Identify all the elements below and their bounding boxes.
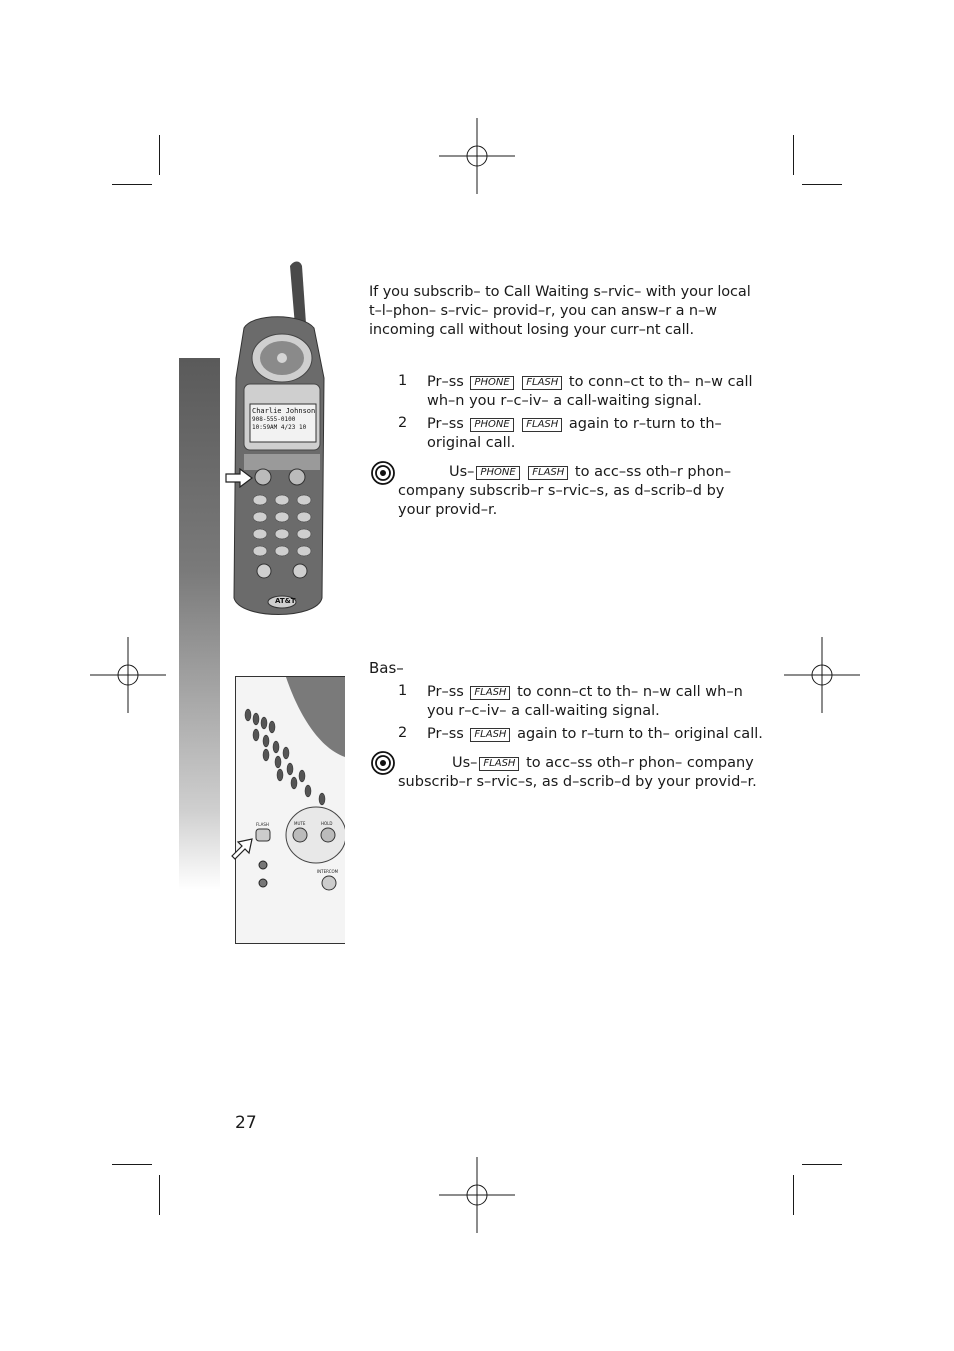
step-number: 1 <box>398 683 408 699</box>
handset-display-line1: Charlie Johnson <box>252 407 316 415</box>
intro-line-3: incoming call without losing your curr–nt call. <box>369 322 694 338</box>
step-number: 2 <box>398 415 408 431</box>
handset-display-line3: 10:59AM 4/23 10 <box>252 424 307 431</box>
base-step-1-line-2: you r–c–iv– a call-waiting signal. <box>427 703 660 719</box>
registration-mark <box>439 1157 515 1233</box>
handset-step-2 <box>427 415 722 435</box>
step-text: Pr–ss <box>427 684 464 700</box>
handset-step-1-line-2: wh–n you r–c–iv– a call-waiting signal. <box>427 393 702 409</box>
phone-key: PHONE <box>470 376 513 390</box>
base-heading: Bas– <box>369 659 404 677</box>
note-text: Us– <box>449 464 475 480</box>
base-mute-label: MUTE <box>294 821 306 826</box>
handset-step-1 <box>427 373 753 393</box>
base-step-1 <box>427 683 743 703</box>
crop-mark <box>793 1175 794 1215</box>
base-step-2 <box>427 725 763 745</box>
arrow-icon <box>224 468 254 488</box>
base-drawing <box>236 677 345 943</box>
crop-mark <box>159 135 160 175</box>
base-intercom-label: INTERCOM <box>317 869 339 874</box>
base-illustration <box>235 676 345 944</box>
crop-mark <box>112 184 152 185</box>
note-text: to acc–ss oth–r phon– <box>574 464 732 480</box>
handset-note-line-3: your provid–r. <box>398 502 498 518</box>
handset-note-line-2: company subscrib–r s–rvic–s, as d–scrib–d by <box>398 483 725 499</box>
flash-key: FLASH <box>522 418 562 432</box>
phone-key: PHONE <box>470 418 513 432</box>
registration-mark <box>439 118 515 194</box>
note-text: Us– <box>452 755 478 771</box>
phone-key: PHONE <box>476 466 519 480</box>
step-number: 2 <box>398 725 408 741</box>
flash-key: FLASH <box>470 686 510 700</box>
base-flash-label: FLASH <box>256 822 269 827</box>
base-note-line-2: subscrib–r s–rvic–s, as d–scrib–d by your provid–r. <box>398 774 757 790</box>
target-icon <box>371 461 395 485</box>
step-text: Pr–ss <box>427 726 464 742</box>
flash-key: FLASH <box>522 376 562 390</box>
step-text: to conn–ct to th– n–w call wh–n <box>517 684 743 700</box>
step-text: Pr–ss <box>427 416 464 432</box>
note-text: to acc–ss oth–r phon– company <box>526 755 754 771</box>
crop-mark <box>159 1175 160 1215</box>
crop-mark <box>112 1164 152 1165</box>
handset-illustration <box>222 258 332 628</box>
handset-step-2-line-2: original call. <box>427 435 516 451</box>
registration-mark <box>90 637 166 713</box>
page-number: 27 <box>235 1113 257 1133</box>
step-text: to conn–ct to th– n–w call <box>568 374 753 390</box>
base-hold-label: HOLD <box>321 821 333 826</box>
crop-mark <box>793 135 794 175</box>
target-icon <box>371 751 395 775</box>
registration-mark <box>784 637 860 713</box>
handset-display-line2: 908-555-0100 <box>252 416 296 423</box>
arrow-icon <box>229 836 255 862</box>
brand-logo: AT&T <box>275 597 296 605</box>
base-note-line-1 <box>452 754 754 774</box>
side-tab-bar <box>179 358 220 890</box>
handset-note-line-1 <box>449 463 731 483</box>
crop-mark <box>802 1164 842 1165</box>
flash-key: FLASH <box>479 757 519 771</box>
intro-line-1: If you subscrib– to Call Waiting s–rvic– with your local <box>369 284 751 300</box>
flash-key: FLASH <box>470 728 510 742</box>
step-number: 1 <box>398 373 408 389</box>
intro-line-2: t–l–phon– s–rvic– provid–r, you can answ–r a n–w <box>369 303 717 319</box>
flash-key: FLASH <box>528 466 568 480</box>
step-text: again to r–turn to th– <box>568 416 722 432</box>
step-text: again to r–turn to th– original call. <box>517 726 763 742</box>
crop-mark <box>802 184 842 185</box>
step-text: Pr–ss <box>427 374 464 390</box>
